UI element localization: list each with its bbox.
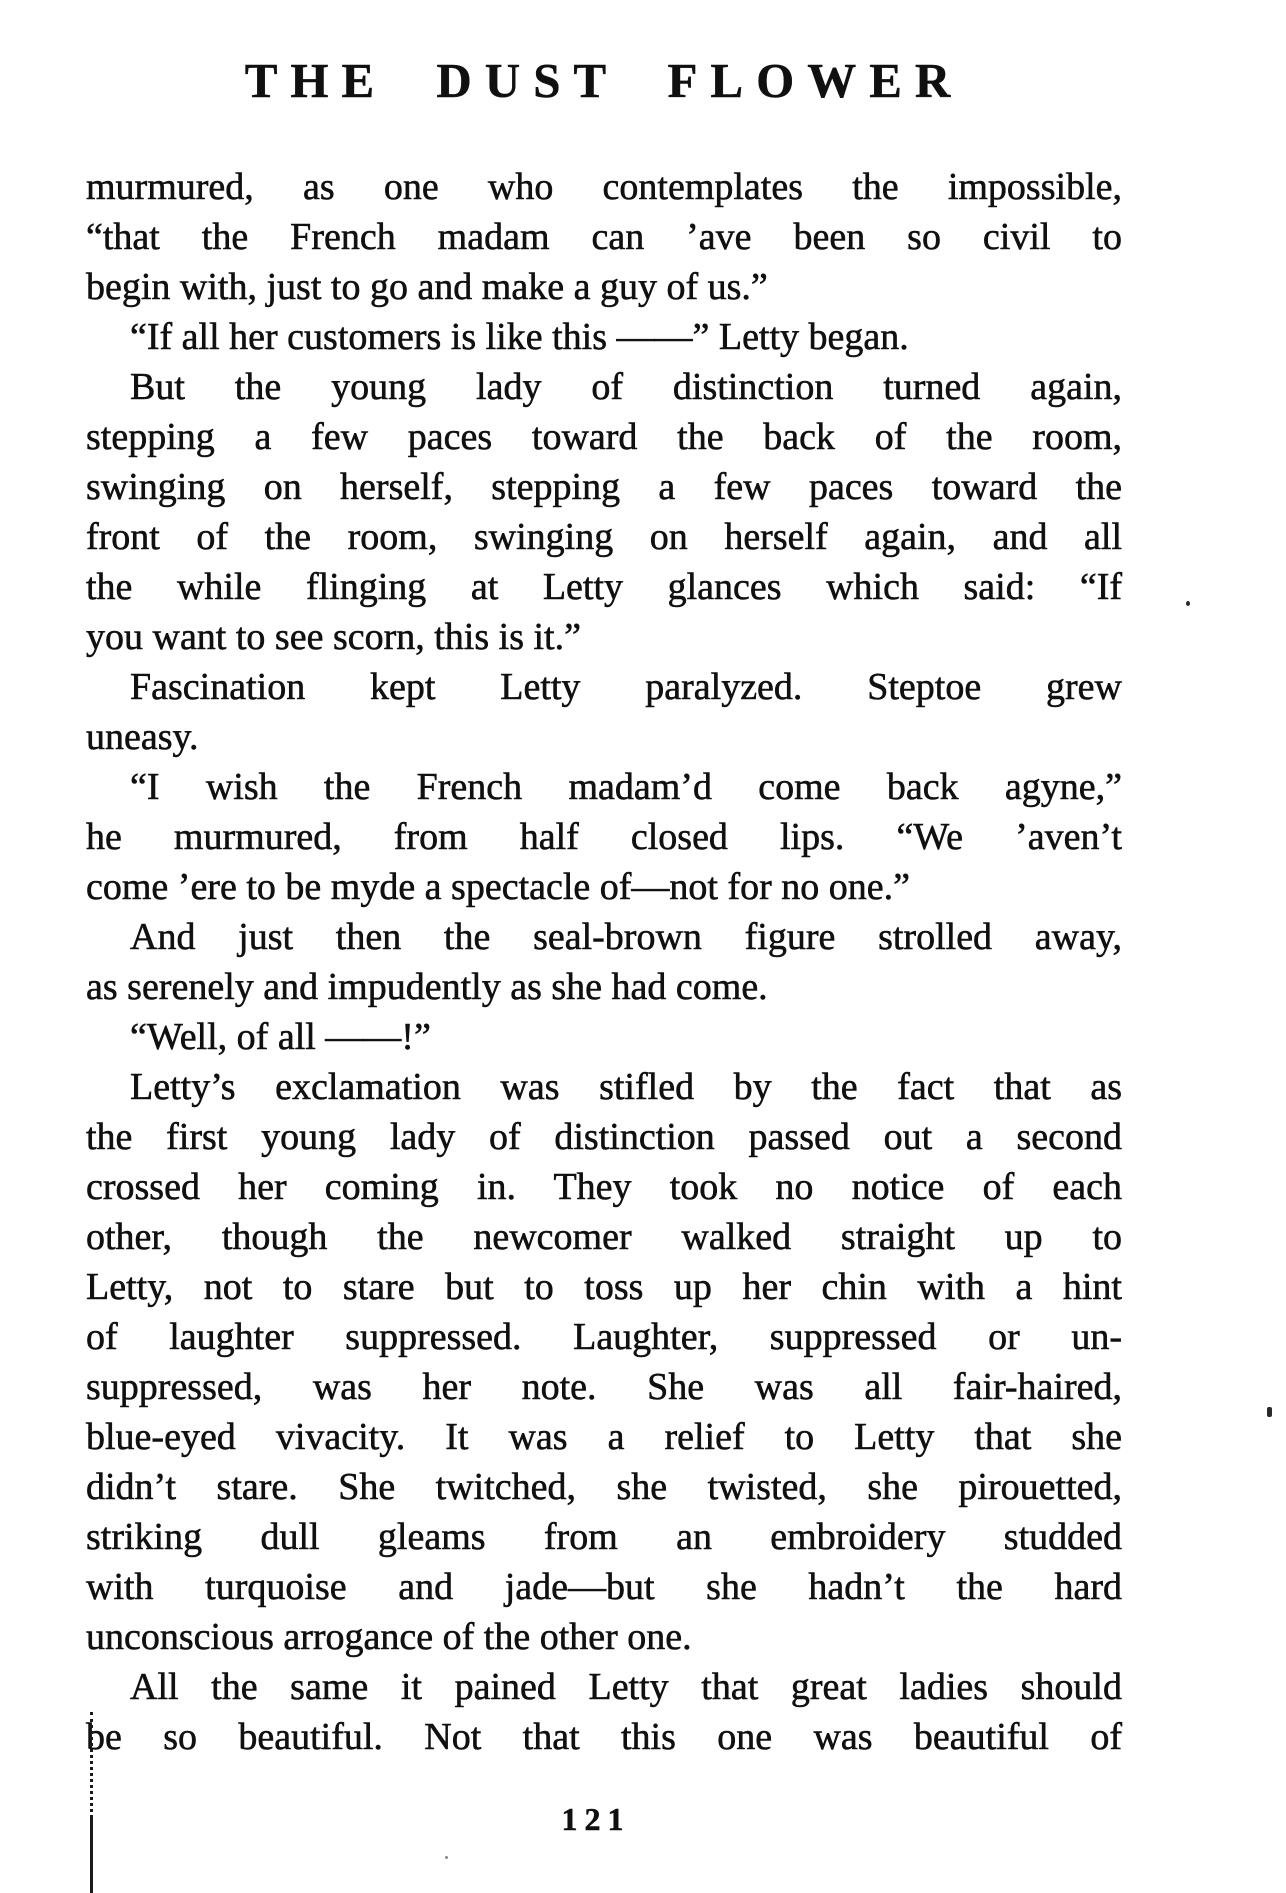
text-line: striking dull gleams from an embroidery studded — [86, 1516, 1122, 1558]
text-line: crossed her coming in. They took no notice of each — [86, 1166, 1122, 1208]
text-line: “Well, of all ——!” — [130, 1016, 431, 1058]
text-line: unconscious arrogance of the other one. — [86, 1616, 692, 1658]
page-number: 121 — [561, 1801, 631, 1837]
text-line: uneasy. — [86, 716, 199, 758]
text-line: the while flinging at Letty glances which said: “If — [86, 566, 1122, 608]
text-line: “If all her customers is like this ——” Letty began. — [130, 316, 909, 358]
text-line: front of the room, swinging on herself again, and all — [86, 516, 1122, 558]
text-line: with turquoise and jade—but she hadn’t the hard — [86, 1566, 1122, 1608]
text-line: And just then the seal-brown figure strolled away, — [130, 916, 1122, 958]
body-text — [86, 162, 1122, 1762]
text-line: begin with, just to go and make a guy of us.” — [86, 266, 768, 308]
text-line: of laughter suppressed. Laughter, suppressed or un- — [86, 1316, 1122, 1358]
text-line: didn’t stare. She twitched, she twisted, she pirouetted, — [86, 1466, 1122, 1508]
text-line: be so beautiful. Not that this one was beautiful of — [86, 1716, 1122, 1758]
text-line: swinging on herself, stepping a few paces toward the — [86, 466, 1122, 508]
scan-artifact-solid-line — [90, 1816, 93, 1893]
scan-artifact-speck — [1186, 601, 1190, 606]
running-head-title: THE DUST FLOWER — [244, 53, 964, 108]
text-line: But the young lady of distinction turned again, — [130, 366, 1122, 408]
text-line: Letty’s exclamation was stifled by the fact that as — [130, 1066, 1122, 1108]
text-line: the first young lady of distinction passed out a second — [86, 1116, 1122, 1158]
text-line: blue-eyed vivacity. It was a relief to Letty that she — [86, 1416, 1122, 1458]
scan-artifact-speck — [445, 1856, 448, 1859]
text-line: other, though the newcomer walked straight up to — [86, 1216, 1122, 1258]
text-line: “that the French madam can ’ave been so civil to — [86, 216, 1122, 258]
text-line: stepping a few paces toward the back of the room, — [86, 416, 1122, 458]
text-line: he murmured, from half closed lips. “We ’aven’t — [86, 816, 1122, 858]
text-line: suppressed, was her note. She was all fair-haired, — [86, 1366, 1122, 1408]
text-line: All the same it pained Letty that great ladies should — [130, 1666, 1122, 1708]
text-line: as serenely and impudently as she had come. — [86, 966, 768, 1008]
text-line: come ’ere to be myde a spectacle of—not for no one.” — [86, 866, 911, 908]
text-line: murmured, as one who contemplates the impossible, — [86, 166, 1122, 208]
text-line: Letty, not to stare but to toss up her chin with a hint — [86, 1266, 1122, 1308]
scan-artifact-dotted-line — [90, 1712, 93, 1818]
text-line: “I wish the French madam’d come back agyne,” — [130, 766, 1122, 808]
text-line: Fascination kept Letty paralyzed. Steptoe grew — [130, 666, 1122, 708]
scan-artifact-speck — [1267, 1407, 1272, 1417]
text-line: you want to see scorn, this is it.” — [86, 616, 581, 658]
